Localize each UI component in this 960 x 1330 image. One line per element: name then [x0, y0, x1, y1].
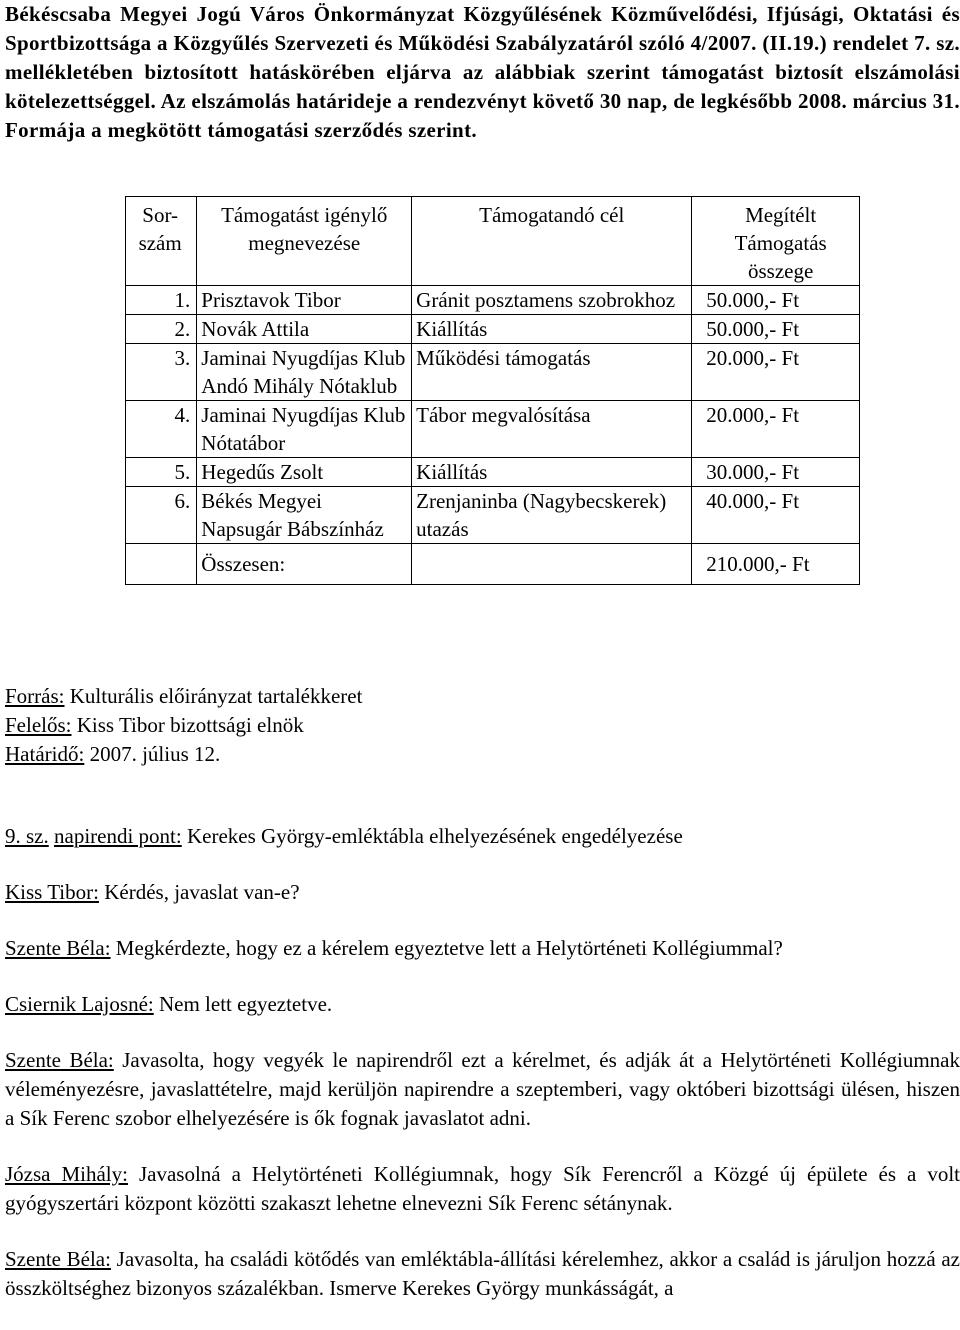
intro-text-2: Az elszámolás határideje a rendezvényt követő 30 nap, de legkésőbb 2008. március 31. Formája a megkötött támogatási szerződés szerint. [5, 89, 960, 142]
row-name: Jaminai Nyugdíjas Klub Nótatábor [197, 401, 412, 458]
speaker-text: Kérdés, javaslat van-e? [104, 880, 300, 904]
table-row [126, 487, 860, 544]
dialogue-paragraph [5, 1160, 960, 1218]
intro-text-1: Békéscsaba Megyei Jogú Város Önkormányzat Közgyűlésének Közművelődési, Ifjúsági, Oktatási és Sportbizottsága a Közgyűlés Szervezeti és Működési Szabályzatáról szóló 4/2007. (II.19.) rendelet 7. sz. mellékletében biztosított hatáskörében eljárva az alábbiak szerint támogatást biztosít elszámolási kötelezettséggel. [5, 2, 960, 113]
speaker-text: Javasolta, ha családi kötődés van emléktábla-állítási kérelemhez, akkor a család is járuljon hozzá az összköltséghez bizonyos százalékban. Ismerve Kerekes György munkásságát, a [5, 1247, 960, 1300]
deadline-value: 2007. július 12. [89, 742, 221, 766]
row-goal: Gránit posztamens szobrokhoz [412, 286, 692, 315]
row-num: 2. [126, 315, 197, 344]
resolution-block [5, 682, 362, 769]
row-amount: 30.000,- Ft [692, 458, 860, 487]
speaker-name: Csiernik Lajosné: [5, 992, 154, 1016]
row-amount: 20.000,- Ft [692, 401, 860, 458]
row-goal: Működési támogatás [412, 344, 692, 401]
row-amount: 20.000,- Ft [692, 344, 860, 401]
agenda-number: 9. sz. [5, 824, 49, 848]
agenda-title: Kerekes György-emléktábla elhelyezésének engedélyezése [186, 824, 683, 848]
deadline-line [5, 740, 362, 769]
speaker-text: Megkérdezte, hogy ez a kérelem egyeztetve lett a Helytörténeti Kollégiummal? [115, 936, 783, 960]
speaker-text: Nem lett egyeztetve. [158, 992, 333, 1016]
row-name: Novák Attila [197, 315, 412, 344]
speaker-name: Józsa Mihály: [5, 1162, 128, 1186]
total-num-cell [126, 544, 197, 585]
source-label: Forrás: [5, 684, 65, 708]
agenda-section [5, 822, 960, 1330]
total-goal-cell [412, 544, 692, 585]
row-num: 4. [126, 401, 197, 458]
row-goal: Tábor megvalósítása [412, 401, 692, 458]
row-amount: 40.000,- Ft [692, 487, 860, 544]
table-header-row [126, 197, 860, 286]
agenda-heading [5, 822, 960, 851]
table-total-row [126, 544, 860, 585]
row-name: Prisztavok Tibor [197, 286, 412, 315]
source-value: Kulturális előirányzat tartalékkeret [69, 684, 363, 708]
grants-table [125, 196, 860, 585]
dialogue-paragraph [5, 934, 960, 963]
table-row [126, 344, 860, 401]
document-page [5, 0, 960, 1300]
deadline-label: Határidő: [5, 742, 85, 766]
total-amount: 210.000,- Ft [692, 544, 860, 585]
row-name: Hegedűs Zsolt [197, 458, 412, 487]
row-num: 5. [126, 458, 197, 487]
header-num: Sor-szám [126, 197, 197, 286]
speaker-name: Szente Béla: [5, 1247, 111, 1271]
row-name: Jaminai Nyugdíjas Klub Andó Mihály Nótaklub [197, 344, 412, 401]
row-num: 1. [126, 286, 197, 315]
row-goal: Kiállítás [412, 458, 692, 487]
dialogue-paragraph [5, 878, 960, 907]
table-row [126, 315, 860, 344]
row-goal: Kiállítás [412, 315, 692, 344]
total-label: Összesen: [197, 544, 412, 585]
row-amount: 50.000,- Ft [692, 315, 860, 344]
responsible-line [5, 711, 362, 740]
header-amount: Megítélt Támogatás összege [692, 197, 860, 286]
row-goal: Zrenjaninba (Nagybecskerek) utazás [412, 487, 692, 544]
speaker-name: Szente Béla: [5, 1048, 114, 1072]
speaker-text: Javasolta, hogy vegyék le napirendről ezt a kérelmet, és adják át a Helytörténeti Kollégiumnak véleményezésre, javaslattételre, majd kerüljön napirendre a szeptemberi, vagy októberi bizottsági ülésen, hiszen a Sík Ferenc szobor elhelyezésére is ők fognak javaslatot adni. [5, 1048, 960, 1130]
header-name: Támogatást igénylő megnevezése [197, 197, 412, 286]
row-name: Békés Megyei Napsugár Bábszínház [197, 487, 412, 544]
dialogue-paragraph [5, 1245, 960, 1303]
row-num: 3. [126, 344, 197, 401]
dialogue-paragraph [5, 990, 960, 1019]
speaker-text: Javasolná a Helytörténeti Kollégiumnak, hogy Sík Ferencről a Közgé új épülete és a volt gyógyszertári központ közötti szakaszt lehetne elnevezni Sík Ferenc sétánynak. [5, 1162, 960, 1215]
row-amount: 50.000,- Ft [692, 286, 860, 315]
speaker-name: Szente Béla: [5, 936, 111, 960]
responsible-value: Kiss Tibor bizottsági elnök [76, 713, 304, 737]
row-num: 6. [126, 487, 197, 544]
speaker-name: Kiss Tibor: [5, 880, 99, 904]
header-goal: Támogatandó cél [412, 197, 692, 286]
table-row [126, 458, 860, 487]
table-row [126, 401, 860, 458]
intro-paragraph [5, 0, 960, 145]
agenda-label: napirendi pont: [54, 824, 182, 848]
responsible-label: Felelős: [5, 713, 72, 737]
table-row [126, 286, 860, 315]
dialogue-paragraph [5, 1046, 960, 1133]
source-line [5, 682, 362, 711]
